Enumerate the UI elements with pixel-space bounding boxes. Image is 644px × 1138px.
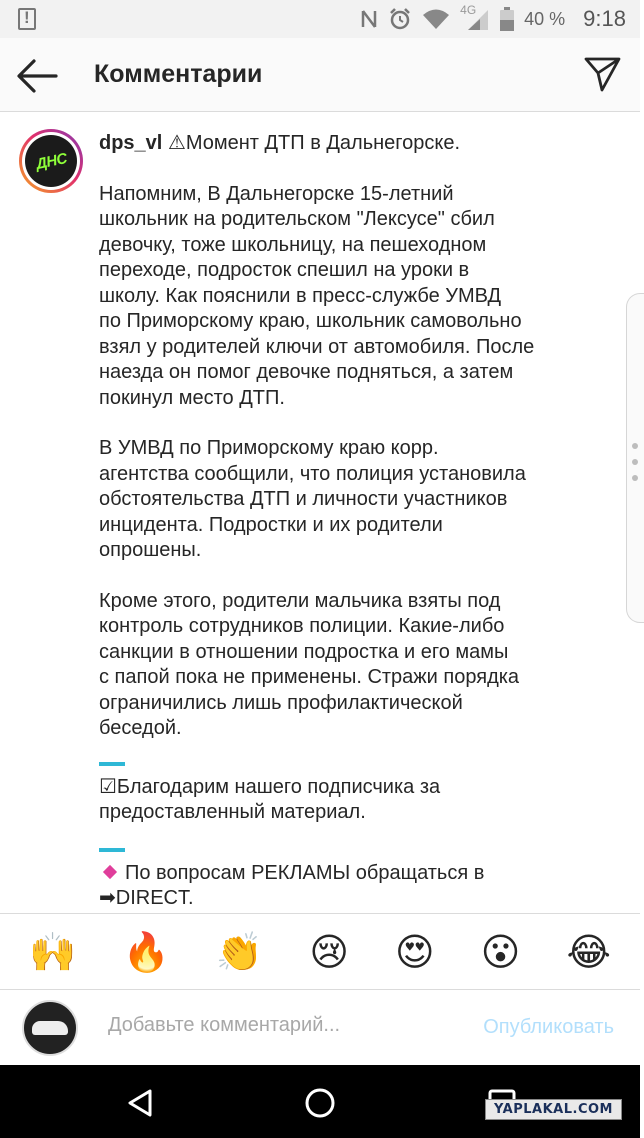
page-title: Комментарии: [94, 60, 263, 88]
comment-thread: [0, 113, 640, 913]
caption-paragraph-3: Кроме этого, родители мальчика взяты под контроль сотрудников полиции. Какие-либо санкции в отношении подростка и его мамы с папой пока не применены. Стражи порядка ограничились лишь профилактической беседой.: [99, 589, 520, 739]
alert-icon: [18, 8, 36, 30]
avatar-logo: ДНС: [34, 149, 68, 173]
clock: 9:18: [583, 6, 626, 31]
wifi-icon: [422, 8, 450, 30]
post-caption: [99, 131, 589, 937]
watermark: YAPLAKAL.COM: [485, 1099, 622, 1120]
emoji-surprised[interactable]: 😮: [480, 929, 521, 974]
system-nav-bar: [0, 1065, 640, 1138]
nfc-icon: [360, 9, 378, 29]
circle-home-icon: [300, 1083, 340, 1123]
post-headline: ⚠Момент ДТП в Дальнегорске.: [167, 132, 461, 154]
nav-back-button[interactable]: [120, 1083, 160, 1123]
emoji-bar: [0, 913, 640, 989]
car-icon: [32, 1021, 68, 1035]
comment-input-row: [0, 989, 640, 1065]
emoji-fire[interactable]: 🔥: [122, 929, 170, 974]
cellular-icon: [460, 3, 490, 31]
status-bar: [0, 0, 640, 38]
battery-icon: [500, 7, 514, 31]
divider-line: [99, 848, 125, 852]
emoji-sad[interactable]: 😢: [309, 929, 349, 974]
comment-input[interactable]: [108, 1014, 448, 1037]
thanks-text: ☑Благодарим нашего подписчика за предоставленный материал.: [99, 775, 441, 823]
divider-line: [99, 762, 125, 766]
alarm-icon: [388, 7, 412, 31]
edge-dots: [632, 443, 638, 493]
paper-plane-icon: [582, 54, 622, 94]
author-avatar[interactable]: [19, 129, 83, 193]
publish-button[interactable]: Опубликовать: [483, 1016, 614, 1038]
app-header: [0, 38, 640, 112]
emoji-heart-eyes[interactable]: 😍: [395, 929, 435, 974]
caption-paragraph-2: В УМВД по Приморскому краю корр. агентства сообщили, что полиция установила обстоятельства ДТП и личности участников инцидента. Подростки и их родители опрошены.: [99, 437, 526, 561]
current-user-avatar: [22, 1000, 78, 1056]
diamond-icon: [103, 864, 117, 878]
author-username[interactable]: dps_vl: [99, 132, 163, 154]
emoji-raised-hands[interactable]: 🙌: [29, 929, 77, 974]
triangle-back-icon: [120, 1083, 160, 1123]
nav-home-button[interactable]: [300, 1083, 340, 1123]
back-button[interactable]: [14, 56, 60, 96]
battery-percent: 40 %: [524, 8, 566, 29]
status-icons: [360, 3, 626, 32]
caption-paragraph-1: Напомним, В Дальнегорске 15-летний школьник на родительском "Лексусе" сбил девочку, тоже школьницу, на пешеходном переходе, подросток спешил на уроки в школу. Как пояснили в пресс-службе УМВД по Приморскому краю, школьник самовольно взял у родителей ключи от автомобиля. После наезда он помог девочке подняться, а затем покинул место ДТП.: [99, 182, 535, 409]
emoji-clapping[interactable]: 👏: [215, 929, 264, 974]
emoji-laughing[interactable]: 😂: [566, 929, 611, 974]
ads-text: По вопросам РЕКЛАМЫ обращаться в ➡DIRECT.: [99, 861, 485, 909]
arrow-left-icon: [14, 56, 60, 96]
network-label: 4G: [460, 3, 477, 17]
share-button[interactable]: [582, 54, 622, 94]
